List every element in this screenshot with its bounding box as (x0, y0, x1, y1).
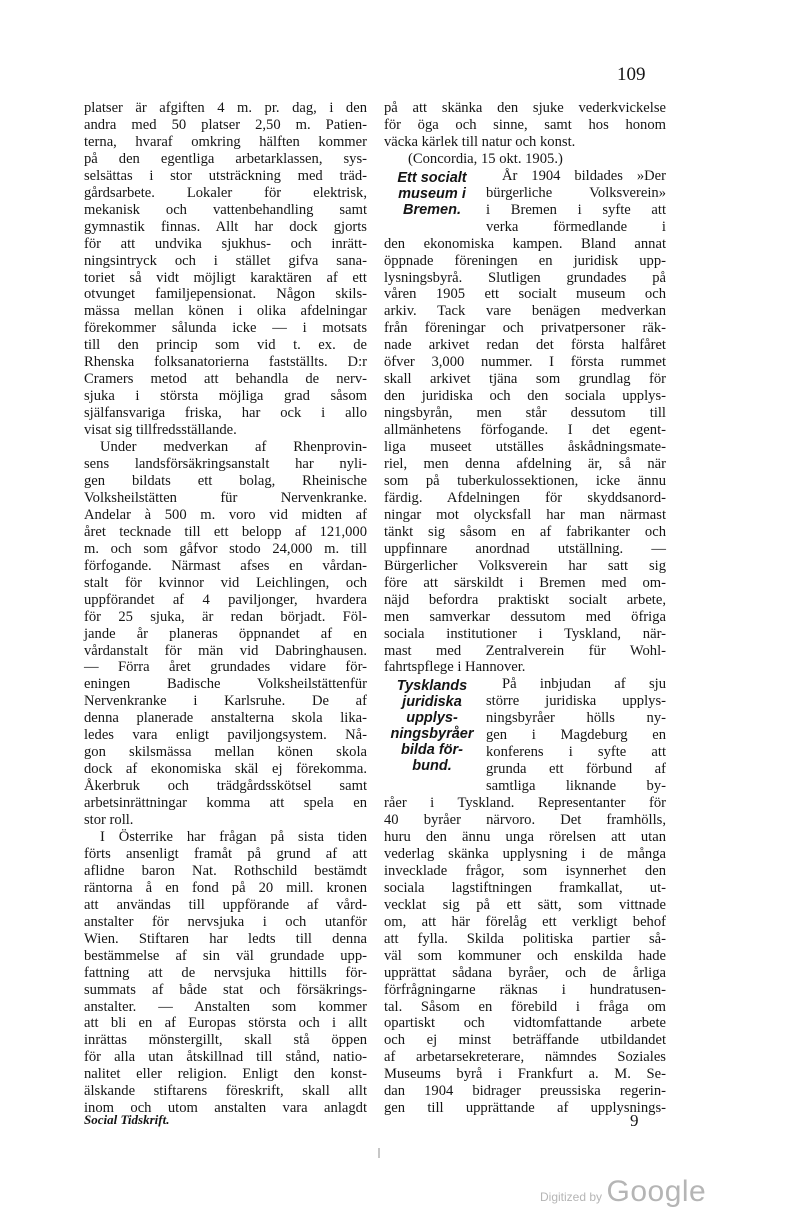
text-line: från föreningar och privatpersoner räk- (384, 320, 666, 337)
text-line: väl som kommuner och enskilda hade (384, 947, 666, 964)
paragraph-bremen (384, 236, 666, 677)
heading-line: ningsbyråer (390, 726, 474, 743)
text-line: före att särskildt i Bremen med om- (384, 574, 666, 591)
heading-line: bund. (412, 758, 452, 775)
text-line: Andelar à 500 m. voro vid midten af (84, 506, 367, 523)
text-line: som på tuberkulossektionen, icke ännu (384, 472, 666, 489)
text-line: Cramers metod att behandla de nerv- (84, 371, 367, 388)
text-line: opartiskt och vidtomfattande arbete (384, 1015, 666, 1032)
paragraph-sanatorium (84, 100, 367, 439)
text-line: allmänhetens förfogande. I det egent- (384, 422, 666, 439)
text-line: i Bremen i syfte att (486, 201, 666, 218)
heading-line: bilda för- (400, 742, 464, 759)
right-column (384, 100, 666, 1117)
text-line: räntorna å en fond på 20 mill. kronen (84, 879, 367, 896)
text-line: jande år planeras öppnandet af en (84, 625, 367, 642)
text-line: den ekonomiska kampen. Bland annat (384, 235, 666, 252)
side-heading (384, 168, 480, 236)
text-line: Under medverkan af Rhenprovin- (100, 439, 367, 456)
heading-line: juridiska (402, 694, 462, 711)
scan-mark (378, 1148, 380, 1158)
text-line: till den princip som vid t. ex. de (84, 337, 367, 354)
text-line: näjd befordra praktiskt socialt arbete, (384, 591, 666, 608)
text-line: stalt för kvinnor vid Leichlingen, och (84, 574, 367, 591)
text-line: mekanisk och vattenbehandling samt (84, 201, 367, 218)
text-line: på den egentliga arbetarklassen, sys- (84, 150, 367, 167)
text-line: inom och utom anstalten vara anlagdt (84, 1100, 367, 1117)
text-line: förts ansenligt framåt på grund af att (84, 845, 367, 862)
text-line: upprättat sådana byråer, och de årliga (384, 964, 666, 981)
text-line: lysningsbyrå. Slutligen grundades på (384, 269, 666, 286)
text-line: mast med Zentralverein für Wohl- (384, 642, 666, 659)
text-line: vecklat sig på ett sätt, som vittnade (384, 896, 666, 913)
paragraph-rheinprovinz (84, 439, 367, 829)
text-line: för att undvika sjukhus- och inrätt- (84, 235, 367, 252)
text-line: förfogande. Närmast afses en vårdan- (84, 557, 367, 574)
text-line: nade arkivet redan det första halfåret (384, 337, 666, 354)
text-line: för alla utan åtskillnad till stånd, natio- (84, 1049, 367, 1066)
text-line: verka förmedlande i (486, 218, 666, 235)
text-line: toriet så vidt möjligt karaktären af ett (84, 269, 367, 286)
text-line: Museums byrå i Frankfurt a. M. Se- (384, 1066, 666, 1083)
text-line: färdig. Afdelningen för skyddsanord- (384, 489, 666, 506)
text-line: I Österrike har frågan på sista tiden (100, 828, 367, 845)
heading-line: Bremen. (402, 201, 462, 218)
text-line: förfrågningarne räknas i hundratusen- (384, 981, 666, 998)
text-line: Nervenkranke i Karlsruhe. De af (84, 693, 367, 710)
text-line: arbetsinrättningar komma att spela en (84, 795, 367, 812)
text-line: och ej minst beträffande utbildandet (384, 1032, 666, 1049)
text-line: Wien. Stiftaren har ledts till denna (84, 930, 367, 947)
text-line: liga museet utställes åskådningsmate- (384, 439, 666, 456)
text-line: summats af både stat och försäkrings- (84, 981, 367, 998)
text-line: bürgerliche Volksverein» (486, 184, 666, 201)
text-line: att användas till uppförande af vård- (84, 896, 367, 913)
text-line: terna, hvaraf omkring hälften kommer (84, 133, 367, 150)
side-text (486, 676, 666, 795)
text-line: — Förra året grundades vidare för- (84, 659, 367, 676)
text-line: dock af ekonomiska skäl ej förekomma. (84, 761, 367, 778)
text-line: gen i Magdeburg en (486, 727, 666, 744)
text-line: tänkt sig såsom en af fabrikanter och (384, 523, 666, 540)
text-line: förekommer sålunda icke — i motsats (84, 320, 367, 337)
text-line: platser är afgiften 4 m. pr. dag, i den (84, 100, 367, 116)
page-number: 109 (617, 64, 646, 85)
text-line: den juridiska och den sociala upplys- (384, 388, 666, 405)
text-line: men samverkar dessutom med öfriga (384, 608, 666, 625)
text-line: denna planerade anstalterna skola lika- (84, 710, 367, 727)
digitized-watermark (540, 1175, 706, 1209)
heading-line: museum i (398, 185, 466, 202)
heading-line: Ett socialt (397, 169, 467, 186)
text-line: ningar mot olycksfall har man närmast (384, 506, 666, 523)
source-citation (384, 151, 666, 168)
text-line: uppfinnare anordnad utställning. — (384, 540, 666, 557)
text-line: väcka kärlek till natur och konst. (384, 133, 576, 150)
text-line: fattning att de nervsjuka hittills för- (84, 964, 367, 981)
paragraph-austria (84, 829, 367, 1117)
watermark-prefix: Digitized by (540, 1190, 603, 1204)
text-line: att bli en af Europas största och i allt (84, 1015, 367, 1032)
text-line: stor roll. (84, 812, 134, 829)
text-line: bestämmelse af sin väl grundade upp- (84, 947, 367, 964)
text-line: sociala lagstiftningen framkallat, ut- (384, 879, 666, 896)
text-line: ningsbyråer hölls ny- (486, 710, 666, 727)
text-line: selsättas i stor utsträckning med träd- (84, 167, 367, 184)
text-line: invecklade frågor, som isynnerhet den (384, 862, 666, 879)
text-line: uppförandet af 4 paviljonger, hvardera (84, 591, 367, 608)
text-line: sjuka i största möjliga grad såsom (84, 388, 367, 405)
text-line: ningsintryck och i stället gifva sana- (84, 252, 367, 269)
text-line: för öga och sinne, samt hos honom (384, 116, 666, 133)
side-heading (384, 676, 480, 795)
text-line: gen till upprättande af upplysnings- (384, 1100, 666, 1117)
text-line: 40 byråer närvoro. Det framhölls, (384, 812, 666, 829)
text-line: fahrtspflege i Hannover. (384, 659, 526, 676)
text-line: tal. Såsom en förebild i fråga om (384, 998, 666, 1015)
text-line: gårdsarbete. Lokaler för elektrisk, (84, 184, 367, 201)
text-line: m. och som gåfvor stodo 24,000 m. till (84, 540, 367, 557)
text-line: inrättas mönstergillt, skall stå öppen (84, 1032, 367, 1049)
side-text (486, 168, 666, 236)
text-line: sociala institutioner i Tyskland, när- (384, 625, 666, 642)
text-line: större juridiska upplys- (486, 693, 666, 710)
text-line: Åkerbruk och trädgårdsskötsel samt (84, 778, 367, 795)
citation-text: (Concordia, 15 okt. 1905.) (408, 150, 563, 167)
text-line: att fylla. Skilda politiska partier så- (384, 930, 666, 947)
text-line: vederlag skänka upplysning i de många (384, 845, 666, 862)
text-line: samtliga liknande by- (486, 778, 666, 795)
text-line: arkiv. Tack vare benägen medverkan (384, 303, 666, 320)
text-line: skall arkivet tjäna som grundlag för (384, 371, 666, 388)
text-line: råer i Tyskland. Representanter för (384, 795, 666, 812)
text-line: Rhenska folksanatorierna fastställts. D:r (84, 354, 367, 371)
text-line: gen bildats ett bolag, Rheinische (84, 472, 367, 489)
text-line: älskande stiftarens föreskrift, skall allt (84, 1083, 367, 1100)
text-line: för 25 sjuka, är redan börjadt. Föl- (84, 608, 367, 625)
text-line: Bürgerlicher Volksverein har satt sig (384, 557, 666, 574)
text-line: ledes vara enligt paviljongsystem. Nå- (84, 727, 367, 744)
text-line: öppnade föreningen en juridisk upp- (384, 252, 666, 269)
text-line: visat sig tillfredsställande. (84, 422, 237, 439)
text-line: gymnastik finnas. Allt har dock gjorts (84, 218, 367, 235)
text-line: anstalter. — Anstalten som kommer (84, 998, 367, 1015)
text-line: året tecknade till ett belopp af 121,000 (84, 523, 367, 540)
text-line: huru den ännu unga rörelsen att utan (384, 828, 666, 845)
text-line: eningen Badische Volksheilstättenfür (84, 676, 367, 693)
left-column (84, 100, 367, 1117)
text-line: År 1904 bildades »Der (502, 167, 666, 184)
text-line: riel, men denna afdelning är, så när (384, 456, 666, 473)
text-line: nalitet eller religion. Enligt den konst- (84, 1066, 367, 1083)
text-line: andra med 50 platser 2,50 m. Patien- (84, 116, 367, 133)
paragraph-intro (384, 100, 666, 151)
text-line: våren 1905 ett socialt museum och (384, 286, 666, 303)
text-line: På inbjudan af sju (502, 676, 666, 693)
text-line: af arbetarsekreterare, nämndes Soziales (384, 1049, 666, 1066)
text-line: aflidne baron Nat. Rothschild bestämdt (84, 862, 367, 879)
text-line: otvunget familjepensionat. Någon skils- (84, 286, 367, 303)
section-bremen-museum (384, 168, 666, 236)
journal-name: Social Tidskrift. (84, 1112, 170, 1127)
heading-line: Tysklands (396, 678, 468, 695)
heading-line: upplys- (406, 710, 458, 727)
text-line: Volksheilstätten für Nervenkranke. (84, 489, 367, 506)
section-legal-bureaus (384, 676, 666, 795)
text-line: konferens i syfte att (486, 744, 666, 761)
text-line: ningsbyrån, men står dessutom till (384, 405, 666, 422)
text-line: vårdanstalt för män vid Dabringhausen. (84, 642, 367, 659)
text-line: sens landsförsäkringsanstalt har nyli- (84, 456, 367, 473)
text-line: öfver 3,000 nummer. I första rummet (384, 354, 666, 371)
text-line: mässa mellan könen i olika afdelningar (84, 303, 367, 320)
text-line: dan 1904 bidrager preussiska regerin- (384, 1083, 666, 1100)
text-line: om, att här förelåg ett verkligt behof (384, 913, 666, 930)
text-line: själfansvariga friska, har ock i allo (84, 405, 367, 422)
text-line: anstalter för nervsjuka i och utanför (84, 913, 367, 930)
signature-mark: 9 (630, 1111, 639, 1130)
text-line: grunda ett förbund af (486, 761, 666, 778)
google-logo: Google (606, 1175, 707, 1208)
text-line: gon skilsmässa mellan könen skola (84, 744, 367, 761)
paragraph-legal-bureaus (384, 795, 666, 1117)
text-line: på att skänka den sjuke vederkvickelse (384, 100, 666, 116)
